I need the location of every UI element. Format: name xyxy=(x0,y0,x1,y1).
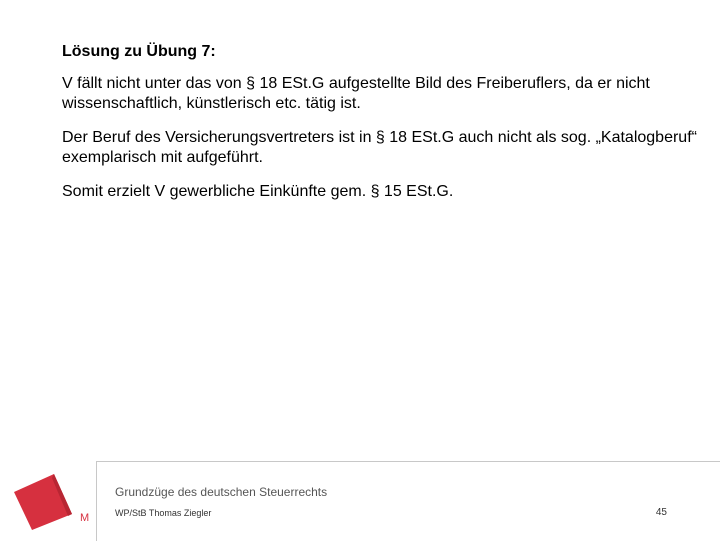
slide-heading: Lösung zu Übung 7: xyxy=(62,43,216,60)
logo-letter: M xyxy=(80,512,90,524)
footer xyxy=(96,461,720,541)
paragraph-1: V fällt nicht unter das von § 18 ESt.G aufgestellte Bild des Freiberuflers, da er nicht wissenschaftlich, künstlerisch etc. tätig ist. xyxy=(62,75,650,112)
university-logo xyxy=(10,470,90,530)
paragraph-3: Somit erzielt V gewerbliche Einkünfte gem. § 15 ESt.G. xyxy=(62,183,454,200)
footer-author: WP/StB Thomas Ziegler xyxy=(115,508,212,518)
paragraph-2: Der Beruf des Versicherungsvertreters ist in § 18 ESt.G auch nicht als sog. „Katalogberuf“ exemplarisch mit aufgeführt. xyxy=(62,129,697,166)
slide-content xyxy=(62,42,702,216)
footer-course-title: Grundzüge des deutschen Steuerrechts xyxy=(115,485,328,499)
page-number: 45 xyxy=(655,507,667,518)
